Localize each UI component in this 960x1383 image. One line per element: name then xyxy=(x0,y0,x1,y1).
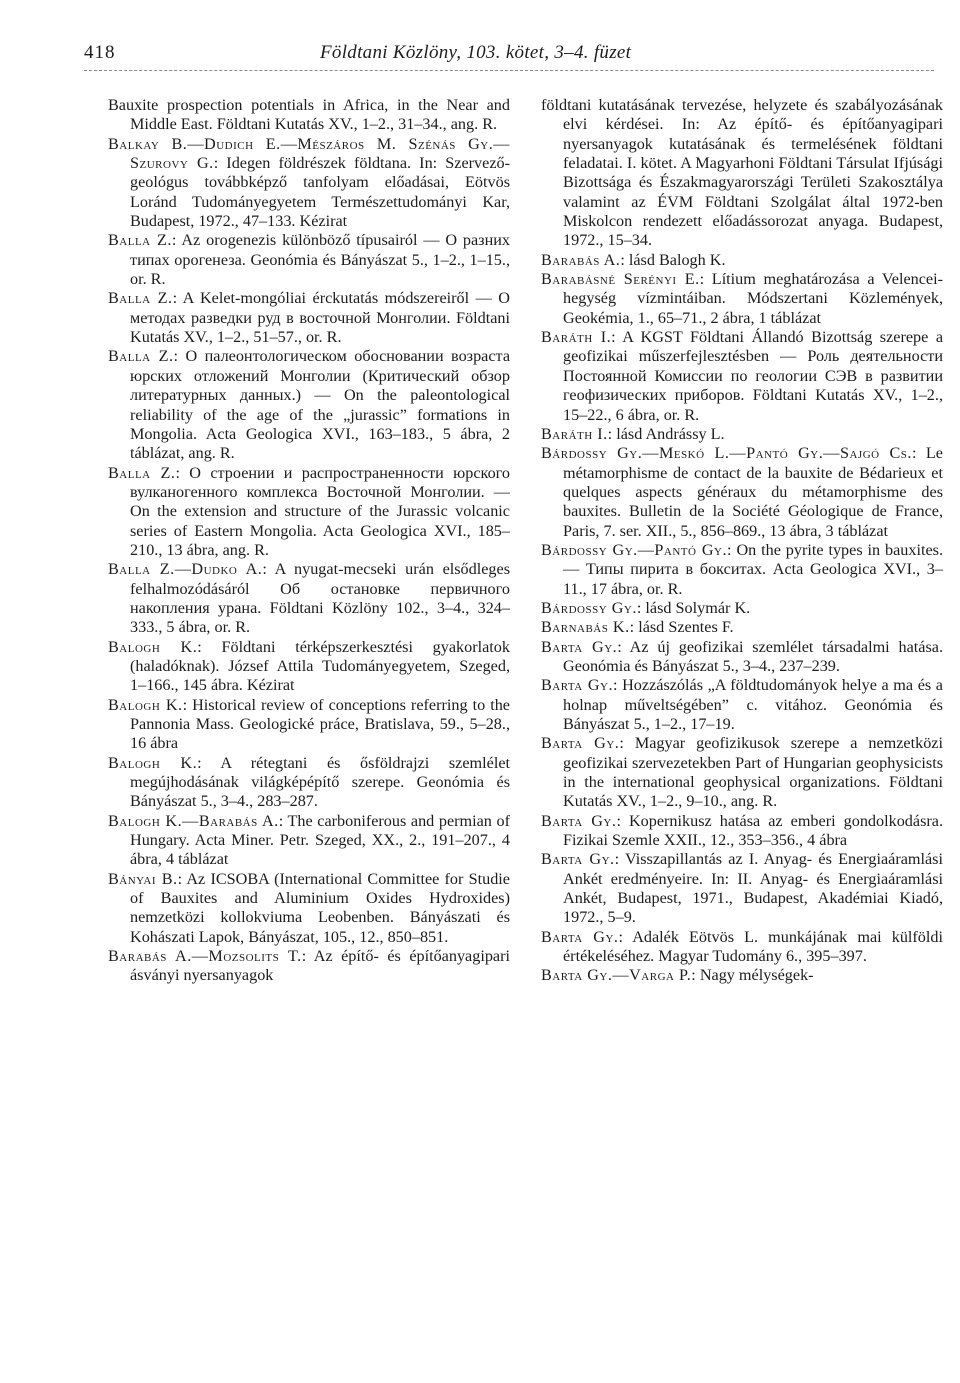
bibliography-entry xyxy=(541,599,943,618)
entry-text: : Az ICSOBA (International Committee for Studie of Bauxites and Aluminium Oxides Hydroxides) nemzetközi kollokviuma Leobenben. Bányászati és Kohászati Lapok, Bányászat, 105., 12., 850–851. xyxy=(130,869,510,946)
left-column xyxy=(108,96,510,986)
entry-text: földtani kutatásának tervezése, helyzete és szabályozásának elvi kérdései. In: Az építő- és építőanyagipari nyersanyagok kutatásának és termelésének földtani feladatai. I. kötet. A Magyarhoni Földtani Társulat Ifjúsági Bizottsága és Északmagyarországi Területi Szakosztálya valamint az ÉVM Földtani Szolgálat által 1972-ben Miskolcon rendezett előadássorozat anyaga. Budapest, 1972., 15–34. xyxy=(541,96,943,250)
entry-text: : A rétegtani és ősföldrajzi szemlélet megújhodásának világképépítő szerepe. Geonómia és Bányászat 5., 3–4., 283–287. xyxy=(130,753,511,811)
running-title: Földtani Közlöny, 103. kötet, 3–4. füzet xyxy=(320,42,632,63)
bibliography-entry xyxy=(108,289,510,347)
bibliography-entry xyxy=(108,696,510,754)
entry-text: : Az építő- és építőanyagipari ásványi nyersanyagok xyxy=(130,947,510,985)
entry-author: Barta Gy.—Varga P. xyxy=(541,966,692,985)
bibliography-entry xyxy=(108,464,510,561)
entry-author: Balla Z. xyxy=(108,231,172,250)
bibliography-entry xyxy=(108,96,510,135)
bibliography-entry xyxy=(541,676,943,734)
entry-author: Barabás A.—Mozsolits T. xyxy=(108,947,302,966)
bibliography-entry xyxy=(541,270,943,328)
entry-author: Balla Z. xyxy=(108,347,174,366)
bibliography-entry xyxy=(541,734,943,811)
entry-author: Balla Z. xyxy=(108,289,173,308)
bibliography-entry xyxy=(108,231,510,289)
bibliography-entry xyxy=(541,96,943,251)
entry-text: : Hozzászólás „A földtudományok helye a ma és a holnap műveltségében” c. vitához. Geonómia és Bányászat 5., 1–2., 17–19. xyxy=(563,676,943,733)
entry-text: : lásd Solymár K. xyxy=(636,598,751,617)
entry-author: Balla Z. xyxy=(108,463,176,482)
entry-author: Barta Gy. xyxy=(541,850,615,869)
entry-text: : Földtani térképszerkesztési gyakorlatok (haladóknak). József Attila Tudományegyetem, Szeged, 1–166., 145 ábra. Kézirat xyxy=(130,637,510,695)
bibliography-entry xyxy=(541,812,943,851)
entry-text: : Visszapillantás az I. Anyag- és Energiaáramlási Ankét eredményeire. In: II. Anyag- és Energiaáramlási Ankét, Budapest, 1971., Budapest, Akadémiai Kiadó, 1972., 5–9. xyxy=(563,850,943,927)
entry-author: Baráth I. xyxy=(541,424,608,443)
entry-text: : Le métamorphisme de contact de la bauxite de Bédarieux et quelques aspects généraux du métamorphisme des bauxites. Bulletin de la Société Géologique de France, Paris, 7. ser. XII., 5., 856–869., 13 ábra, 3 táblázat xyxy=(563,444,943,540)
entry-author: Barta Gy. xyxy=(541,637,618,656)
entry-author: Barta Gy. xyxy=(541,734,620,753)
entry-text: : Nagy mélységek- xyxy=(691,966,814,985)
bibliography-entry xyxy=(541,251,943,270)
entry-author: Balogh K.—Barabás A. xyxy=(108,811,279,830)
bibliography-entry xyxy=(108,812,510,870)
entry-author: Barnabás K. xyxy=(541,618,630,637)
entry-text: : Lítium meghatározása a Velencei-hegység vízmintáiban. Módszertani Közlemények, Geokémia, 1., 65–71., 2 ábra, 1 táblázat xyxy=(563,270,943,327)
bibliography-entry xyxy=(108,135,510,232)
entry-text: Bauxite prospection potentials in Africa, in the Near and Middle East. Földtani Kutatás XV., 1–2., 31–34., ang. R. xyxy=(108,96,510,134)
entry-author: Barta Gy. xyxy=(541,811,617,830)
entry-text: : A nyugat-mecseki urán elsődleges felhalmozódásáról Об остановке первичного накопления урана. Földtani Közlöny 102., 3–4., 324–333., 5 ábra, or. R. xyxy=(130,560,510,637)
entry-author: Balla Z.—Dudko A. xyxy=(108,560,263,579)
entry-author: Bárdossy Gy. xyxy=(541,598,637,617)
entry-text: : Kopernikusz hatása az emberi gondolkodásra. Fizikai Szemle XXII., 12., 353–356., 4 ábra xyxy=(563,811,943,850)
bibliography-entry xyxy=(541,328,943,425)
entry-author: Balogh K. xyxy=(108,695,183,714)
bibliography-entry xyxy=(541,928,943,967)
entry-text: : A KGST Földtani Állandó Bizottság szerepe a geofizikai műszerfejlesztésben — Роль деятельности Постоянной Комиссии по геологии СЭВ в развитии геофизических приборов. Földtani Kutatás XV., 1–2., 15–22., 6 ábra, or. R. xyxy=(563,328,944,424)
entry-text: : lásd Andrássy L. xyxy=(607,424,725,443)
right-column xyxy=(541,96,943,986)
entry-author: Balogh K. xyxy=(108,637,198,656)
entry-author: Barta Gy. xyxy=(541,927,619,946)
bibliography-entry xyxy=(541,966,943,985)
entry-author: Bárdossy Gy.—Meskó L.—Pantó Gy.—Sajgó Cs. xyxy=(541,444,912,463)
entry-author: Barabásné Serényi E. xyxy=(541,270,700,289)
entry-text: : A Kelet-mongóliai érckutatás módszereiről — О методах разведки руд в восточной Монголии. Földtani Kutatás XV., 1–2., 51–57., or. R. xyxy=(130,289,511,347)
entry-text: : lásd Balogh K. xyxy=(620,250,726,269)
entry-author: Bányai B. xyxy=(108,869,178,888)
page-number: 418 xyxy=(84,42,116,63)
entry-text: : Adalék Eötvös L. munkájának mai külföldi értékeléséhez. Magyar Tudomány 6., 395–397. xyxy=(563,927,943,966)
bibliography-entry xyxy=(108,347,510,463)
bibliography-entry xyxy=(541,444,943,541)
bibliography-entry xyxy=(108,560,510,637)
entry-author: Bárdossy Gy.—Pantó Gy. xyxy=(541,540,728,559)
entry-author: Barabás A. xyxy=(541,250,621,269)
entry-text: : О строении и распространенности юрского вулканогенного комплекса Восточной Монголии. — On the extension and structure of the Jurassic volcanic series of Eastern Mongolia. Acta Geologica XVI., 185–210., 13 ábra, ang. R. xyxy=(130,463,511,559)
bibliography-entry xyxy=(541,618,943,637)
entry-author: Balogh K. xyxy=(108,753,198,772)
entry-text: : On the pyrite types in bauxites. — Типы пирита в бокситах. Acta Geologica XVI., 3–11., 17 ábra, or. R. xyxy=(563,540,943,598)
entry-author: Balkay B.—Dudich E.—Mészáros M. Szénás Gy.—Szurovy G. xyxy=(108,134,510,173)
entry-text: : Magyar geofizikusok szerepe a nemzetközi geofizikai szervezetekben Part of Hungarian geophysicists in the international geophysical organizations. Földtani Kutatás XV., 1–2., 9–10., ang. R. xyxy=(563,734,943,811)
bibliography-entry xyxy=(541,541,943,599)
entry-text: : Az új geofizikai szemlélet társadalmi hatása. Geonómia és Bányászat 5., 3–4., 237–239. xyxy=(563,637,943,675)
entry-author: Baráth I. xyxy=(541,328,612,347)
bibliography-entry xyxy=(541,850,943,927)
entry-text: : Az orogenezis különböző típusairól — О разних типах орогенеза. Geonómia és Bányászat 5., 1–2., 1–15., or. R. xyxy=(130,231,510,289)
bibliography-entry xyxy=(108,754,510,812)
entry-text: : О палеонтологическом обосновании возраста юрских отложений Монголии (Критический обзор литературных данных.) — On the paleontological reliability of the age of the „jurassic” formations in Mongolia. Acta Geologica XVI., 163–183., 5 ábra, 2 táblázat, ang. R. xyxy=(130,347,510,463)
entry-text: : The carboniferous and permian of Hungary. Acta Miner. Petr. Szeged, XX., 2., 191–207., 4 ábra, 4 táblázat xyxy=(130,811,510,869)
bibliography-entry xyxy=(108,947,510,986)
bibliography-entry xyxy=(541,425,943,444)
entry-author: Barta Gy. xyxy=(541,676,613,695)
bibliography-entry xyxy=(108,870,510,947)
page-header xyxy=(84,42,934,70)
bibliography-entry xyxy=(541,638,943,677)
header-rule xyxy=(84,70,934,71)
entry-text: : lásd Szentes F. xyxy=(629,618,734,637)
entry-text: : Idegen földrészek földtana. In: Szervező-geológus továbbképző tanfolyam előadásai, Eötvös Loránd Tudományegyetem Természettudományi Kar, Budapest, 1972., 47–133. Kézirat xyxy=(130,154,510,231)
entry-text: : Historical review of conceptions referring to the Pannonia Mass. Geologické práce, Bratislava, 59., 5–28., 16 ábra xyxy=(130,695,510,753)
bibliography-entry xyxy=(108,638,510,696)
